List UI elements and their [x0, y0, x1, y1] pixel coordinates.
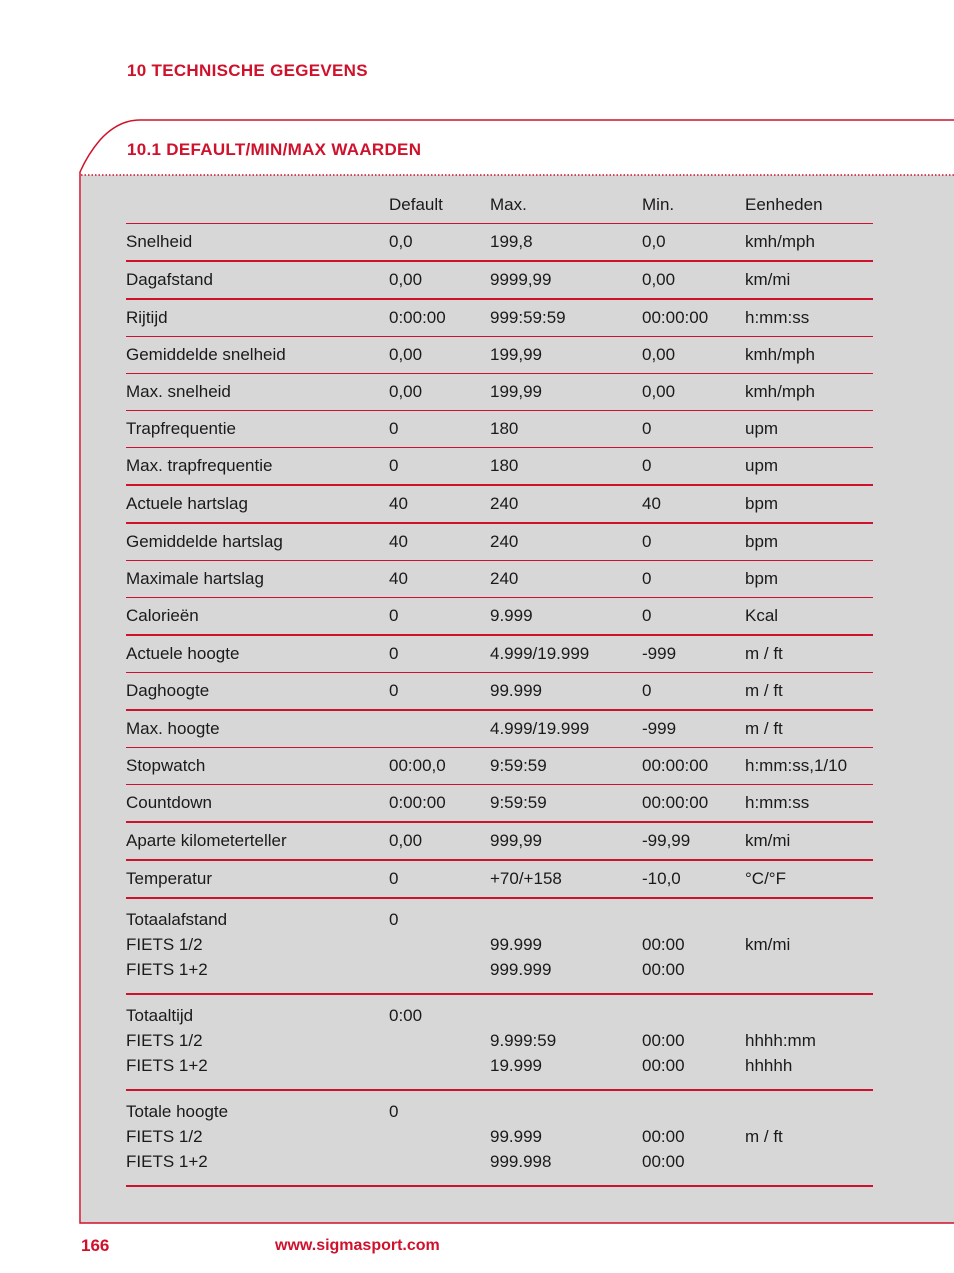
table-row — [126, 300, 873, 337]
row-max: 240 — [490, 569, 519, 588]
row-max: +70/+158 — [490, 869, 562, 888]
cell-line: 19.999 — [490, 1056, 542, 1075]
row-units: bpm — [745, 532, 779, 551]
row-min: 0 — [642, 419, 652, 438]
row-min: -10,0 — [642, 869, 681, 888]
row-units: upm — [745, 456, 779, 475]
table-row — [126, 711, 873, 748]
row-label: Snelheid — [126, 232, 193, 251]
row-max: 4.999/19.999 — [490, 644, 590, 663]
row-label: Calorieën — [126, 606, 199, 625]
cell-line: FIETS 1/2 — [126, 935, 203, 954]
row-max: 199,99 — [490, 345, 542, 364]
row-units: h:mm:ss — [745, 308, 810, 327]
row-units — [745, 1099, 873, 1174]
row-label: Gemiddelde hartslag — [126, 532, 283, 551]
row-default: 0:00:00 — [389, 308, 446, 327]
cell-line: 0:00 — [389, 1006, 423, 1025]
row-min: -999 — [642, 719, 677, 738]
cell-line: FIETS 1/2 — [126, 1031, 203, 1050]
row-label: Countdown — [126, 793, 213, 812]
row-units: m / ft — [745, 681, 783, 700]
row-units: Kcal — [745, 606, 779, 625]
cell-line: 9.999:59 — [490, 1031, 557, 1050]
row-min: 40 — [642, 494, 661, 513]
row-label: Actuele hartslag — [126, 494, 248, 513]
cell-line — [490, 1003, 642, 1028]
row-default — [389, 1003, 490, 1078]
row-label: Maximale hartslag — [126, 569, 264, 588]
header-default: Default — [389, 195, 443, 214]
cell-line — [745, 1099, 873, 1124]
row-default: 0 — [389, 606, 399, 625]
row-units: kmh/mph — [745, 345, 815, 364]
cell-line — [389, 1028, 490, 1053]
row-max: 9:59:59 — [490, 756, 547, 775]
row-max: 199,99 — [490, 382, 542, 401]
cell-line: FIETS 1+2 — [126, 1152, 208, 1171]
row-max: 180 — [490, 456, 519, 475]
table-row — [126, 1091, 873, 1187]
table-row — [126, 823, 873, 861]
row-units: m / ft — [745, 644, 783, 663]
row-units: kmh/mph — [745, 232, 815, 251]
row-units: km/mi — [745, 831, 791, 850]
chapter-title: 10 TECHNISCHE GEGEVENS — [127, 61, 368, 80]
cell-line — [745, 1149, 873, 1174]
row-default: 0,00 — [389, 345, 423, 364]
cell-line: FIETS 1+2 — [126, 1056, 208, 1075]
row-min: 00:00:00 — [642, 793, 709, 812]
row-default: 0,00 — [389, 831, 423, 850]
cell-line: 99.999 — [490, 935, 542, 954]
cell-line: 00:00 — [642, 1152, 685, 1171]
row-default: 0,00 — [389, 382, 423, 401]
row-min: 00:00:00 — [642, 756, 709, 775]
row-min: 0,00 — [642, 382, 676, 401]
cell-line — [389, 957, 490, 982]
row-default: 0:00:00 — [389, 793, 446, 812]
header-max: Max. — [490, 195, 527, 214]
row-label: Dagafstand — [126, 270, 213, 289]
page-number: 166 — [81, 1236, 110, 1255]
row-units — [745, 1003, 873, 1078]
row-min: -99,99 — [642, 831, 691, 850]
table-row — [126, 673, 873, 711]
cell-line — [745, 1003, 873, 1028]
row-max — [490, 1099, 642, 1174]
row-default: 0 — [389, 419, 399, 438]
cell-line — [642, 1003, 745, 1028]
cell-line: Totaaltijd — [126, 1006, 194, 1025]
cell-line: FIETS 1/2 — [126, 1127, 203, 1146]
cell-line: hhhh:mm — [745, 1031, 816, 1050]
row-min: -999 — [642, 644, 677, 663]
table-row — [126, 598, 873, 636]
cell-line: 99.999 — [490, 1127, 542, 1146]
row-max: 999,99 — [490, 831, 542, 850]
table-header — [126, 187, 873, 224]
cell-line — [490, 1099, 642, 1124]
cell-line — [745, 957, 873, 982]
values-table — [126, 187, 873, 1187]
row-label: Max. hoogte — [126, 719, 220, 738]
row-default — [389, 907, 490, 982]
row-default: 0 — [389, 869, 399, 888]
row-label: Gemiddelde snelheid — [126, 345, 286, 364]
row-min: 0 — [642, 681, 652, 700]
row-min: 0,00 — [642, 270, 676, 289]
row-max: 9:59:59 — [490, 793, 547, 812]
cell-line — [745, 907, 873, 932]
table-row — [126, 561, 873, 598]
row-default: 0 — [389, 644, 399, 663]
row-max: 999:59:59 — [490, 308, 566, 327]
cell-line: 00:00 — [642, 1031, 685, 1050]
cell-line: FIETS 1+2 — [126, 960, 208, 979]
header-min: Min. — [642, 195, 675, 214]
row-units: upm — [745, 419, 779, 438]
row-default: 00:00,0 — [389, 756, 446, 775]
cell-line: m / ft — [745, 1127, 783, 1146]
row-label: Temperatur — [126, 869, 212, 888]
row-min — [642, 907, 745, 982]
row-min: 0 — [642, 569, 652, 588]
cell-line: 00:00 — [642, 1127, 685, 1146]
row-min: 0 — [642, 532, 652, 551]
cell-line: km/mi — [745, 935, 791, 954]
cell-line: 00:00 — [642, 935, 685, 954]
table-row — [126, 486, 873, 524]
row-label: Rijtijd — [126, 308, 168, 327]
table-row — [126, 337, 873, 374]
row-max: 9999,99 — [490, 270, 552, 289]
row-default: 0,0 — [389, 232, 413, 251]
row-label: Daghoogte — [126, 681, 210, 700]
row-label — [126, 1003, 389, 1078]
row-default: 40 — [389, 569, 408, 588]
row-max: 180 — [490, 419, 519, 438]
section-title: 10.1 DEFAULT/MIN/MAX WAARDEN — [127, 140, 422, 159]
cell-line — [389, 1124, 490, 1149]
cell-line: 00:00 — [642, 1056, 685, 1075]
row-units: h:mm:ss,1/10 — [745, 756, 848, 775]
cell-line — [389, 1149, 490, 1174]
row-label: Stopwatch — [126, 756, 206, 775]
row-label: Trapfrequentie — [126, 419, 236, 438]
row-max: 240 — [490, 494, 519, 513]
cell-line — [490, 907, 642, 932]
cell-line: Totaalafstand — [126, 910, 228, 929]
row-units — [745, 907, 873, 982]
row-units: bpm — [745, 494, 779, 513]
row-default: 0,00 — [389, 270, 423, 289]
table-row — [126, 262, 873, 300]
table-row — [126, 636, 873, 673]
row-default — [389, 1099, 490, 1174]
cell-line — [642, 907, 745, 932]
cell-line: 999.999 — [490, 960, 552, 979]
table-row — [126, 448, 873, 486]
table-row — [126, 374, 873, 411]
row-default: 0 — [389, 681, 399, 700]
cell-line: 0 — [389, 1102, 399, 1121]
table-row — [126, 899, 873, 995]
row-units: °C/°F — [745, 869, 786, 888]
cell-line — [642, 1099, 745, 1124]
row-default: 0 — [389, 456, 399, 475]
table-row — [126, 995, 873, 1091]
cell-line: Totale hoogte — [126, 1102, 229, 1121]
row-units: m / ft — [745, 719, 783, 738]
cell-line — [389, 932, 490, 957]
row-label: Max. trapfrequentie — [126, 456, 273, 475]
row-label: Aparte kilometerteller — [126, 831, 287, 850]
cell-line: hhhhh — [745, 1056, 793, 1075]
table-row — [126, 411, 873, 448]
row-label — [126, 907, 389, 982]
row-units: h:mm:ss — [745, 793, 810, 812]
table-row — [126, 524, 873, 561]
table-row — [126, 861, 873, 899]
table-row — [126, 785, 873, 823]
row-default: 40 — [389, 494, 408, 513]
row-max: 99.999 — [490, 681, 542, 700]
row-max: 4.999/19.999 — [490, 719, 590, 738]
row-min: 0 — [642, 606, 652, 625]
row-max — [490, 1003, 642, 1078]
table-row — [126, 224, 873, 262]
row-min: 00:00:00 — [642, 308, 709, 327]
header-units: Eenheden — [745, 195, 823, 214]
row-max — [490, 907, 642, 982]
row-units: kmh/mph — [745, 382, 815, 401]
row-min: 0 — [642, 456, 652, 475]
row-label — [126, 1099, 389, 1174]
row-default: 40 — [389, 532, 408, 551]
row-label: Max. snelheid — [126, 382, 231, 401]
row-min: 0,00 — [642, 345, 676, 364]
cell-line: 00:00 — [642, 960, 685, 979]
row-min — [642, 1099, 745, 1174]
row-max: 199,8 — [490, 232, 533, 251]
row-max: 9.999 — [490, 606, 533, 625]
cell-line: 0 — [389, 910, 399, 929]
row-min: 0,0 — [642, 232, 666, 251]
cell-line: 999.998 — [490, 1152, 552, 1171]
table-row — [126, 748, 873, 785]
row-units: bpm — [745, 569, 779, 588]
row-label: Actuele hoogte — [126, 644, 240, 663]
row-units: km/mi — [745, 270, 791, 289]
row-max: 240 — [490, 532, 519, 551]
row-min — [642, 1003, 745, 1078]
footer-url: www.sigmasport.com — [275, 1237, 440, 1254]
table-body — [126, 224, 873, 1187]
cell-line — [389, 1053, 490, 1078]
